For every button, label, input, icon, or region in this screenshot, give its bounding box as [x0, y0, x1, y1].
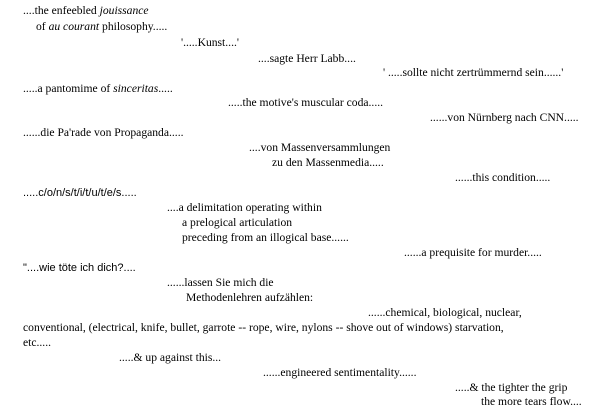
poem-line-14: ....a delimitation operating within [167, 201, 322, 214]
line-text: ..... [158, 82, 173, 95]
poem-line-4: ....sagte Herr Labb.... [258, 52, 356, 65]
poem-line-25: ......engineered sentimentality...... [263, 366, 417, 379]
poem-line-16: preceding from an illogical base...... [182, 231, 349, 244]
line-text: philosophy..... [99, 20, 168, 33]
poem-line-6 [23, 82, 173, 96]
poem-line-15: a prelogical articulation [182, 216, 293, 229]
line-text: .....a pantomime of [23, 82, 114, 95]
poem-line-22: conventional, (electrical, knife, bullet, garrote -- rope, wire, nylons -- shove out of windows) starvation, [23, 321, 504, 334]
poem-line-11: zu den Massenmedia..... [272, 156, 384, 169]
poem-line-1 [23, 4, 149, 18]
poem-line-13: .....c/o/n/s/t/i/t/u/t/e/s..... [23, 187, 137, 199]
line-text: of [36, 20, 49, 33]
line-text: ....the enfeebled [23, 4, 100, 17]
italic-term: au courant [48, 20, 100, 33]
poem-line-12: ......this condition..... [455, 171, 551, 184]
poem-line-5: ' .....sollte nicht zertrümmernd sein......' [383, 66, 564, 79]
italic-term: jouissance [99, 4, 149, 17]
poem-line-9: ......die Pa'rade von Propaganda..... [23, 126, 184, 139]
poem-line-23: etc..... [23, 336, 52, 349]
poem-line-10: ....von Massenversammlungen [249, 141, 391, 154]
poem-line-27: the more tears flow.... [481, 395, 582, 408]
poem-line-17: ......a prequisite for murder..... [404, 246, 542, 259]
poem-line-8: ......von Nürnberg nach CNN..... [430, 111, 579, 124]
poem-line-7: .....the motive's muscular coda..... [228, 96, 384, 109]
poem-line-19: ......lassen Sie mich die [167, 276, 274, 289]
poem-line-24: .....& up against this... [119, 351, 222, 364]
italic-term: sinceritas [113, 82, 159, 95]
poem-line-3: '.....Kunst....' [181, 36, 239, 49]
poem-line-20: Methodenlehren aufzählen: [186, 291, 314, 304]
poem-line-2 [36, 20, 167, 34]
poem-line-21: ......chemical, biological, nuclear, [368, 306, 522, 319]
poem-line-18: "....wie töte ich dich?.... [23, 262, 136, 274]
poem-line-26: .....& the tighter the grip [455, 381, 568, 394]
